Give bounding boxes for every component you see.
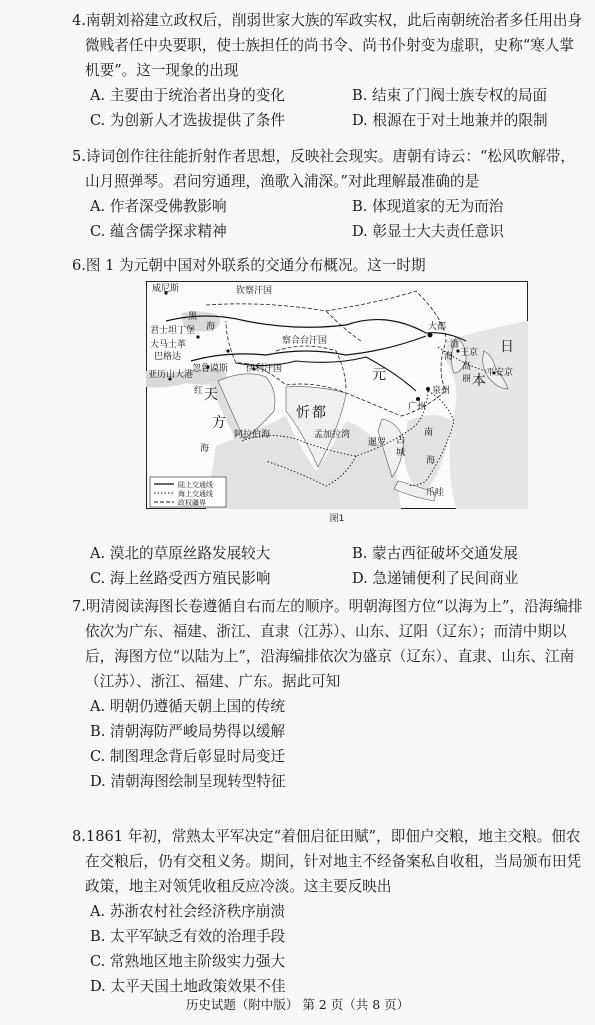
label-venice: 威尼斯 <box>152 284 180 294</box>
label-tianfang-2: 方 <box>212 415 226 431</box>
label-red-sea: 红 <box>194 386 204 396</box>
label-bohai: 渤 <box>450 340 460 350</box>
label-quanzhou: 泉州 <box>432 386 451 396</box>
label-siam: 暹罗 <box>368 438 387 448</box>
label-ilkhan: 伊利汗国 <box>246 364 283 374</box>
option-a[interactable]: A. 作者深受佛教影响 <box>90 198 227 215</box>
constantinople-dot <box>196 335 199 338</box>
label-kipchak: 钦察汗国 <box>236 286 273 296</box>
label-arabian-sea: 阿拉伯海 <box>234 430 271 440</box>
baghdad-dot <box>226 349 229 352</box>
question-8-options <box>90 899 584 999</box>
label-champa-2: 城 <box>396 448 406 458</box>
label-red-sea-2: 海 <box>200 444 210 454</box>
label-java: 爪哇 <box>426 488 445 498</box>
question-5 <box>72 144 584 244</box>
figure-caption: 图1 <box>329 514 345 524</box>
label-india-2: 都 <box>312 405 326 421</box>
label-baghdad: 巴格达 <box>154 352 182 362</box>
question-7-stem: 7.明清阅读海图长卷遵循自右而左的顺序。明朝海图方位“以海为上”，沿海编排依次为广东、福建、浙江、直隶（江苏）、山东、辽阳（辽东）；而清中期以后，海图方位“以陆为上”，沿海编排依次为盛京（辽东）、直隶、山东、江南（江苏）、浙江、福建、广东。据此可知 <box>72 598 583 690</box>
option-d[interactable]: D. 清朝海图绘制呈现转型特征 <box>90 773 286 790</box>
option-b[interactable]: B. 体现道家的无为而治 <box>352 198 504 215</box>
label-goryeo-2: 丽 <box>462 374 472 384</box>
option-b[interactable]: B. 蒙古西征破坏交通发展 <box>352 545 518 562</box>
label-japan: 日 <box>500 339 514 355</box>
option-b[interactable]: B. 太平军缺乏有效的治理手段 <box>90 928 286 945</box>
quanzhou-dot <box>426 387 430 391</box>
label-bohai-2: 海 <box>444 352 454 362</box>
option-d[interactable]: D. 太平天国土地政策效果不佳 <box>90 978 286 995</box>
option-d[interactable]: D. 彰显士大夫责任意识 <box>352 223 504 240</box>
question-8-stem: 8.1861 年初，常熟太平军决定“着佃启征田赋”，即佃户交粮，地主交粮。佃农在交粮后，仍有交租义务。期间，针对地主不经备案私自收租，当局颁布田凭政策，地主对领凭收租反应冷淡。这主要反映出 <box>72 828 582 895</box>
guangzhou-dot <box>416 397 420 401</box>
label-south-sea: 南 <box>424 428 434 438</box>
label-yuan: 元 <box>372 367 386 383</box>
label-bengal: 孟加拉湾 <box>314 430 351 440</box>
label-goryeo: 高 <box>462 362 472 372</box>
label-pingan: 平安京 <box>486 368 514 378</box>
legend-land: 陆上交通线 <box>178 481 213 489</box>
question-5-stem: 5.诗词创作往往能折射作者思想，反映社会现实。唐朝有诗云：“松风吹解带，山月照弹琴。君问穷通理，渔歌入浦深。”对此理解最准确的是 <box>72 148 575 190</box>
label-india: 忻 <box>296 405 310 421</box>
label-black-sea: 黑 <box>188 312 198 322</box>
label-constantinople: 君士坦丁堡 <box>150 326 196 336</box>
label-dadu: 大都 <box>428 322 447 332</box>
question-6-stem: 6.图 1 为元朝中国对外联系的交通分布概况。这一时期 <box>72 257 426 274</box>
route-map <box>146 281 528 509</box>
page-footer: 历史试题（附中版） 第 2 页（共 8 页） <box>185 997 410 1012</box>
option-d[interactable]: D. 根源在于对土地兼并的限制 <box>352 112 548 129</box>
label-wangjing: 王京 <box>460 348 479 358</box>
legend-border: 政权疆界 <box>178 499 206 507</box>
question-4 <box>72 8 584 133</box>
label-south-sea-2: 海 <box>426 456 436 466</box>
option-c[interactable]: C. 蕴含儒学探求精神 <box>90 223 227 240</box>
label-japan-2: 本 <box>472 373 486 389</box>
question-8 <box>72 824 584 999</box>
label-champa: 占 <box>396 436 406 446</box>
option-b[interactable]: B. 结束了门阀士族专权的局面 <box>352 87 548 104</box>
question-4-options <box>90 83 584 133</box>
label-chagatai: 察合台汗国 <box>282 336 328 346</box>
option-c[interactable]: C. 制图理念背后彰显时局变迁 <box>90 748 286 765</box>
option-c[interactable]: C. 常熟地区地主阶级实力强大 <box>90 953 286 970</box>
question-6-options <box>90 541 584 591</box>
question-7 <box>72 594 584 794</box>
option-c[interactable]: C. 为创新人才选拔提供了条件 <box>90 112 286 129</box>
label-damascus: 大马士革 <box>150 340 187 350</box>
figure-1-map <box>146 281 528 524</box>
legend-sea: 海上交通线 <box>178 490 213 498</box>
label-black-sea-2: 海 <box>206 322 216 332</box>
option-a[interactable]: A. 漠北的草原丝路发展较大 <box>90 545 271 562</box>
label-guangzhou: 广州 <box>408 402 427 412</box>
option-d[interactable]: D. 急递铺便利了民间商业 <box>352 570 519 587</box>
question-6-options-block <box>72 541 584 591</box>
option-b[interactable]: B. 清朝海防严峻局势得以缓解 <box>90 723 286 740</box>
question-6 <box>72 253 584 278</box>
option-a[interactable]: A. 苏浙农村社会经济秩序崩溃 <box>90 903 285 920</box>
map-legend <box>150 477 226 507</box>
question-7-options <box>90 694 584 794</box>
label-alexandria: 亚历山大港 <box>148 370 194 380</box>
option-a[interactable]: A. 明朝仍遵循天朝上国的传统 <box>90 698 285 715</box>
label-tianfang: 天 <box>204 387 218 403</box>
dadu-dot <box>428 333 433 338</box>
question-4-stem: 4.南朝刘裕建立政权后，削弱世家大族的军政实权，此后南朝统治者多任用出身微贱者任中央要职，使士族担任的尚书令、尚书仆射变为虚职，史称“寒人掌机要”。这一现象的出现 <box>72 12 583 79</box>
option-a[interactable]: A. 主要由于统治者出身的变化 <box>90 87 285 104</box>
label-hormuz: 忽鲁谟斯 <box>192 364 229 374</box>
question-5-options <box>90 194 584 244</box>
option-c[interactable]: C. 海上丝路受西方殖民影响 <box>90 570 271 587</box>
